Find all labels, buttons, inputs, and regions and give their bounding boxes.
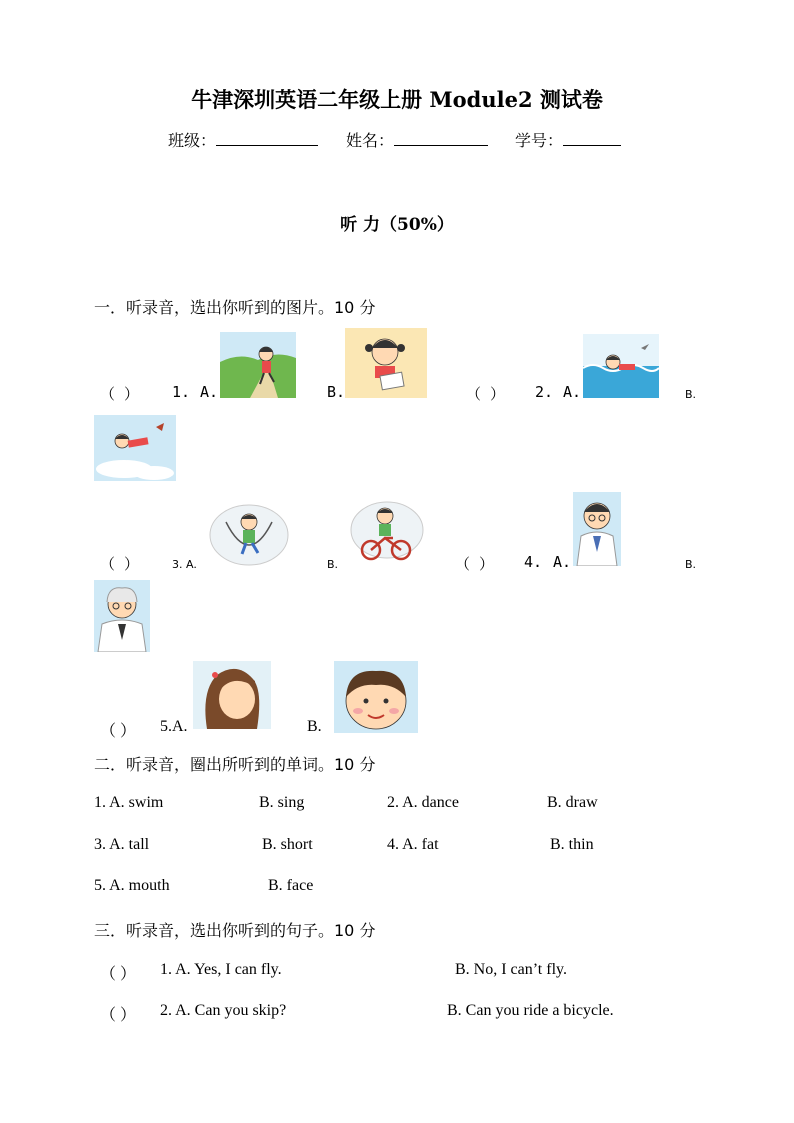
class-label: 班级： [168,131,217,150]
q3-option-b-label: B. [327,558,339,571]
part1-heading: 一．听录音，选出你听到的图片。10 分 [94,298,376,317]
boy-face-picture[interactable] [334,661,418,733]
name-blank[interactable] [394,131,488,146]
q4-option-a-label: A. [553,553,572,571]
p2-1b[interactable]: B. sing [259,794,305,811]
girl-running-picture[interactable] [220,332,296,398]
number-label: 学号： [515,131,564,150]
q5-answer-paren[interactable]: （ ） [100,723,137,740]
number-field [515,128,621,151]
name-label: 姓名： [346,131,395,150]
listening-heading: 听 力（50%） [340,215,454,235]
q1-option-b-label: B. [327,383,346,401]
p2-2a[interactable]: 2. A. dance [387,794,459,811]
q5-number: 5.A. [160,718,188,735]
number-blank[interactable] [563,131,621,146]
p2-5a[interactable]: 5. A. mouth [94,877,170,894]
p3-1-option-a: 1. A. Yes, I can fly. [160,961,282,978]
q2-option-b-label: B. [685,388,697,401]
q3-answer-paren[interactable]: （ ） [100,555,140,573]
girl-drawing-picture[interactable] [345,328,427,398]
p3-2-answer-paren[interactable]: （ ） [100,1007,137,1024]
p3-1-answer-paren[interactable]: （ ） [100,966,137,983]
q4-option-b-label: B. [685,558,697,571]
p2-3b[interactable]: B. short [262,836,313,853]
p3-2-option-a: 2. A. Can you skip? [160,1002,287,1019]
q1-option-a-label: A. [200,383,219,401]
q2-option-a-label: A. [563,383,582,401]
girl-flying-picture[interactable] [94,415,176,481]
old-doctor-picture[interactable] [94,580,150,652]
young-doctor-picture[interactable] [573,492,621,566]
part2-heading: 二．听录音，圈出所听到的单词。10 分 [94,755,376,774]
q3-number: 3. A. [172,558,197,571]
p2-4b[interactable]: B. thin [550,836,594,853]
name-field [346,128,488,151]
q1-number: 1. [172,383,191,401]
p2-2b[interactable]: B. draw [547,794,598,811]
p2-5b[interactable]: B. face [268,877,314,894]
boy-riding-bicycle-picture[interactable] [349,498,425,568]
p3-1-option-b: B. No, I can’t fly. [455,961,567,978]
girl-face-hair-picture[interactable] [193,661,271,729]
p2-3a[interactable]: 3. A. tall [94,836,150,853]
q1-answer-paren[interactable]: （ ） [100,385,140,403]
p2-1a[interactable]: 1. A. swim [94,794,164,811]
q4-number: 4. [524,553,543,571]
boy-skipping-picture[interactable] [208,502,290,568]
class-blank[interactable] [216,131,318,146]
part3-heading: 三．听录音，选出你听到的句子。10 分 [94,921,376,940]
q2-answer-paren[interactable]: （ ） [466,385,506,403]
p3-2-option-b: B. Can you ride a bicycle. [447,1002,614,1019]
q5-option-b-label: B. [307,718,322,735]
q4-answer-paren[interactable]: （ ） [455,555,495,573]
q2-number: 2. [535,383,554,401]
class-field [168,128,318,151]
p2-4a[interactable]: 4. A. fat [387,836,439,853]
page-title: 牛津深圳英语二年级上册 Module2 测试卷 [191,87,603,112]
girl-swimming-picture[interactable] [583,334,659,398]
